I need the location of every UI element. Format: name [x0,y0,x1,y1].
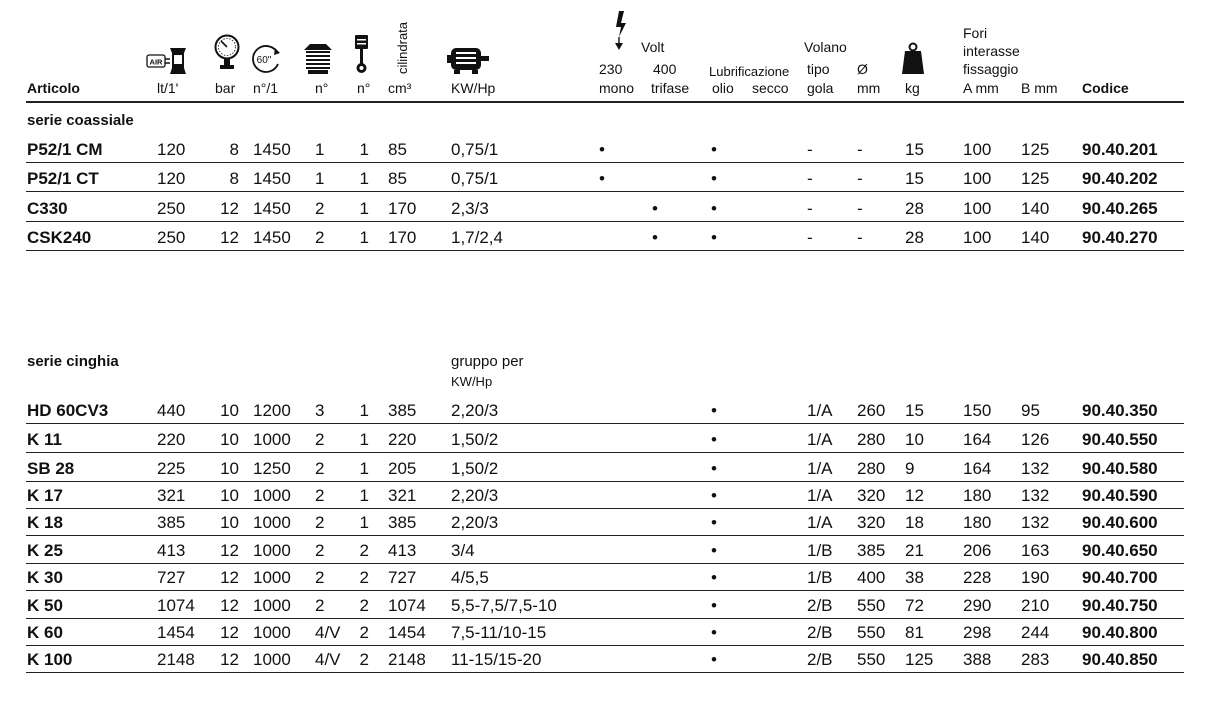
cell-tipo: - [807,228,813,247]
cell-bar: 12 [220,568,239,587]
cell-lt: 250 [157,228,186,247]
table-row [0,224,1207,251]
cell-art: K 18 [27,513,63,532]
row-rule [26,221,1184,222]
cell-bar: 10 [220,401,239,420]
cell-cm3: 205 [388,459,417,478]
cell-cyl: 2 [315,596,325,615]
table-row [0,564,1207,591]
header-a-mm: A mm [963,80,999,96]
cell-rpm: 1450 [253,228,291,247]
cell-rpm: 1000 [253,541,291,560]
cell-a: 180 [963,486,992,505]
cell-kw: 1,7/2,4 [451,228,503,247]
cell-lt: 1074 [157,596,195,615]
header-230: 230 [599,61,623,77]
cell-code: 90.40.590 [1082,486,1158,505]
cell-kg: 10 [905,430,924,449]
section-title-cinghia: serie cinghia [27,353,119,370]
cell-b: 190 [1021,568,1050,587]
cell-b: 163 [1021,541,1050,560]
cell-cyl: 2 [315,228,325,247]
row-rule [26,250,1184,251]
cell-stg: 2 [359,568,369,587]
cell-a: 100 [963,228,992,247]
cell-b: 140 [1021,228,1050,247]
header-volt: Volt [641,39,665,55]
cell-stg: 1 [359,169,369,188]
cell-tipo: 1/A [807,401,833,420]
header-b-mm: B mm [1021,80,1058,96]
cell-diam: 280 [857,430,886,449]
cell-cyl: 4/V [315,650,341,669]
cell-lt: 120 [157,140,186,159]
header-mono: mono [599,80,635,96]
cell-stg: 1 [359,513,369,532]
cell-kg: 28 [905,228,924,247]
cell-diam: - [857,228,863,247]
header-diametro-unit: mm [857,80,881,96]
cell-kw: 11-15/15-20 [451,650,542,669]
cell-tipo: 1/B [807,541,833,560]
header-articolo: Articolo [27,80,80,96]
cell-tipo: 1/A [807,513,833,532]
cell-cyl: 2 [315,513,325,532]
header-trifase: trifase [651,80,690,96]
cell-stg: 2 [359,623,369,642]
cell-cm3: 85 [388,169,407,188]
cell-tri: • [652,199,658,218]
cell-kg: 15 [905,169,924,188]
cell-cyl: 1 [315,169,325,188]
cell-cyl: 2 [315,459,325,478]
cell-a: 206 [963,541,992,560]
cell-olio: • [711,623,717,642]
cell-tri: • [652,228,658,247]
header-400: 400 [653,61,677,77]
cell-kg: 81 [905,623,924,642]
cell-diam: 385 [857,541,886,560]
cell-tipo: 1/A [807,459,833,478]
cell-code: 90.40.580 [1082,459,1158,478]
cell-diam: - [857,140,863,159]
cell-art: K 25 [27,541,63,560]
table-row [0,509,1207,536]
table-row [0,165,1207,192]
cell-kw: 7,5-11/10-15 [451,623,547,642]
table-row [0,426,1207,453]
header-codice: Codice [1082,80,1129,96]
cell-cyl: 2 [315,430,325,449]
cell-cm3: 413 [388,541,417,560]
cell-a: 100 [963,199,992,218]
cell-cm3: 1454 [388,623,426,642]
cell-diam: 260 [857,401,886,420]
cell-diam: - [857,199,863,218]
cell-b: 125 [1021,140,1050,159]
cell-kw: 0,75/1 [451,140,499,159]
cell-a: 180 [963,513,992,532]
cell-a: 100 [963,140,992,159]
cell-a: 164 [963,459,992,478]
cell-rpm: 1000 [253,650,291,669]
table-row [0,455,1207,482]
cell-rpm: 1000 [253,486,291,505]
header-volano: Volano [804,39,847,55]
cell-rpm: 1000 [253,596,291,615]
header-diametro: Ø [857,61,868,77]
cell-code: 90.40.350 [1082,401,1158,420]
cell-tipo: - [807,199,813,218]
cell-lt: 250 [157,199,186,218]
cell-a: 388 [963,650,992,669]
cell-diam: 400 [857,568,886,587]
row-rule [26,672,1184,673]
pressure-gauge-icon [212,34,242,76]
cell-stg: 1 [359,401,369,420]
cell-rpm: 1450 [253,169,291,188]
cell-code: 90.40.750 [1082,596,1158,615]
table-row [0,537,1207,564]
cell-cm3: 385 [388,401,417,420]
row-rule [26,191,1184,192]
cell-cm3: 170 [388,228,417,247]
cell-cm3: 1074 [388,596,426,615]
cell-art: K 17 [27,486,63,505]
cell-tipo: 1/A [807,430,833,449]
header-cilindri: n° [315,80,329,96]
cell-cm3: 2148 [388,650,426,669]
cell-bar: 12 [220,199,239,218]
header-gola: gola [807,80,834,96]
cell-tipo: 1/B [807,568,833,587]
row-rule [26,423,1184,424]
header-gruppo-kwhp: KW/Hp [451,374,493,389]
cell-rpm: 1450 [253,199,291,218]
header-tipo: tipo [807,61,830,77]
cell-stg: 2 [359,650,369,669]
cell-lt: 385 [157,513,186,532]
cell-bar: 12 [220,650,239,669]
cell-olio: • [711,596,717,615]
cell-kw: 5,5-7,5/7,5-10 [451,596,557,615]
header-interasse: interasse [963,43,1020,59]
cell-lt: 225 [157,459,186,478]
cell-b: 132 [1021,486,1050,505]
cell-tipo: - [807,140,813,159]
piston-stage-icon [352,34,372,76]
cell-lt: 440 [157,401,186,420]
cell-code: 90.40.850 [1082,650,1158,669]
table-row [0,482,1207,509]
cell-stg: 2 [359,596,369,615]
cell-art: C330 [27,199,68,218]
cell-olio: • [711,650,717,669]
header-giri: n°/1 [253,80,279,96]
cell-olio: • [711,401,717,420]
weight-icon [900,42,926,76]
cell-b: 126 [1021,430,1050,449]
cell-kg: 125 [905,650,934,669]
header-potenza: KW/Hp [451,80,496,96]
cell-olio: • [711,486,717,505]
cell-tipo: 2/B [807,650,833,669]
cell-art: CSK240 [27,228,92,247]
cell-cyl: 1 [315,140,325,159]
cell-cm3: 385 [388,513,417,532]
header-gruppo-per: gruppo per [451,353,524,370]
cell-mono: • [599,140,605,159]
section-title-coassiale: serie coassiale [27,112,134,129]
cell-art: K 11 [27,430,62,449]
cell-cyl: 2 [315,199,325,218]
cell-olio: • [711,568,717,587]
cell-art: K 50 [27,596,63,615]
cell-bar: 10 [220,430,239,449]
cell-kw: 0,75/1 [451,169,499,188]
cell-diam: 320 [857,486,886,505]
cell-lt: 321 [157,486,186,505]
table-row [0,136,1207,163]
cell-code: 90.40.650 [1082,541,1158,560]
svg-text:60": 60" [256,55,272,66]
cell-tipo: - [807,169,813,188]
cell-stg: 1 [359,228,369,247]
row-rule [26,535,1184,536]
cell-bar: 12 [220,623,239,642]
cell-bar: 8 [229,140,239,159]
cell-b: 244 [1021,623,1050,642]
cell-cm3: 321 [388,486,417,505]
cell-kg: 15 [905,401,924,420]
cell-art: K 60 [27,623,63,642]
cell-kw: 2,20/3 [451,486,499,505]
cell-kw: 4/5,5 [451,568,489,587]
cell-olio: • [711,140,717,159]
cell-kw: 2,20/3 [451,513,499,532]
cell-olio: • [711,459,717,478]
header-kg: kg [905,80,920,96]
cylinder-icon [302,43,334,75]
cell-mono: • [599,169,605,188]
cell-rpm: 1000 [253,568,291,587]
cell-cyl: 4/V [315,623,341,642]
cell-a: 164 [963,430,992,449]
cell-lt: 1454 [157,623,195,642]
cell-olio: • [711,228,717,247]
cell-cm3: 170 [388,199,417,218]
cell-olio: • [711,430,717,449]
cell-kw: 2,20/3 [451,401,499,420]
cell-b: 132 [1021,459,1050,478]
cell-rpm: 1250 [253,459,291,478]
cell-kg: 15 [905,140,924,159]
cell-code: 90.40.202 [1082,169,1158,188]
cell-b: 132 [1021,513,1050,532]
header-fissaggio: fissaggio [963,61,1019,77]
header-fori: Fori [963,25,988,41]
header-rule [26,101,1184,103]
cell-stg: 2 [359,541,369,560]
cell-lt: 2148 [157,650,195,669]
cell-cm3: 85 [388,140,407,159]
cell-art: P52/1 CT [27,169,99,188]
cell-bar: 8 [229,169,239,188]
cell-cyl: 3 [315,401,325,420]
cell-lt: 727 [157,568,186,587]
table-row [0,592,1207,619]
header-stadi: n° [357,80,371,96]
cell-code: 90.40.265 [1082,199,1158,218]
cell-rpm: 1000 [253,430,291,449]
cell-stg: 1 [359,459,369,478]
cell-diam: 550 [857,650,886,669]
cell-diam: 280 [857,459,886,478]
cell-b: 95 [1021,401,1040,420]
cell-lt: 220 [157,430,186,449]
cell-stg: 1 [359,140,369,159]
cell-lt: 413 [157,541,186,560]
rpm-dial-icon [249,42,285,76]
cell-olio: • [711,541,717,560]
cell-b: 283 [1021,650,1050,669]
cell-code: 90.40.270 [1082,228,1158,247]
cell-art: P52/1 CM [27,140,103,159]
cell-cm3: 220 [388,430,417,449]
row-rule [26,452,1184,453]
cell-stg: 1 [359,199,369,218]
row-rule [26,162,1184,163]
cell-a: 290 [963,596,992,615]
cell-tipo: 1/A [807,486,833,505]
cell-b: 140 [1021,199,1050,218]
header-cilindrata-label: cilindrata [395,21,410,74]
cell-kw: 1,50/2 [451,430,499,449]
cell-kg: 12 [905,486,924,505]
cell-art: K 100 [27,650,73,669]
cell-code: 90.40.201 [1082,140,1158,159]
svg-text:AIR: AIR [149,57,163,67]
header-portata: lt/1' [157,80,179,96]
header-olio: olio [712,80,734,96]
cell-rpm: 1200 [253,401,291,420]
cell-kg: 9 [905,459,915,478]
cell-b: 210 [1021,596,1050,615]
cell-code: 90.40.550 [1082,430,1158,449]
cell-kw: 1,50/2 [451,459,499,478]
cell-cyl: 2 [315,568,325,587]
cell-cyl: 2 [315,486,325,505]
cell-a: 100 [963,169,992,188]
cell-kg: 18 [905,513,924,532]
cell-stg: 1 [359,486,369,505]
cell-bar: 10 [220,459,239,478]
cell-kw: 2,3/3 [451,199,489,218]
header-secco: secco [752,80,789,96]
cell-a: 298 [963,623,992,642]
cell-kg: 38 [905,568,924,587]
air-flow-icon [146,42,192,76]
cell-a: 150 [963,401,992,420]
cell-kw: 3/4 [451,541,475,560]
cell-tipo: 2/B [807,596,833,615]
row-rule [26,590,1184,591]
cell-bar: 12 [220,541,239,560]
cell-a: 228 [963,568,992,587]
table-row [0,397,1207,424]
header-lubrificazione: Lubrificazione [709,64,790,79]
cell-olio: • [711,199,717,218]
cell-olio: • [711,169,717,188]
table-row [0,195,1207,222]
header-bar: bar [215,80,236,96]
cell-rpm: 1000 [253,513,291,532]
cell-rpm: 1450 [253,140,291,159]
cell-rpm: 1000 [253,623,291,642]
cell-kg: 28 [905,199,924,218]
cell-kg: 21 [905,541,924,560]
cell-bar: 10 [220,513,239,532]
cell-bar: 12 [220,228,239,247]
electric-bolt-icon [612,10,632,52]
table-row [0,646,1207,673]
cell-diam: 550 [857,596,886,615]
table-row [0,619,1207,646]
cell-olio: • [711,513,717,532]
cell-diam: 550 [857,623,886,642]
cell-cm3: 727 [388,568,417,587]
cell-bar: 12 [220,596,239,615]
cell-code: 90.40.800 [1082,623,1158,642]
cell-b: 125 [1021,169,1050,188]
cell-diam: - [857,169,863,188]
cell-art: K 30 [27,568,63,587]
cell-tipo: 2/B [807,623,833,642]
cell-cyl: 2 [315,541,325,560]
motor-power-icon [446,45,490,75]
cell-bar: 10 [220,486,239,505]
cell-lt: 120 [157,169,186,188]
cell-code: 90.40.600 [1082,513,1158,532]
cell-stg: 1 [359,430,369,449]
cell-diam: 320 [857,513,886,532]
cell-art: SB 28 [27,459,75,478]
cell-code: 90.40.700 [1082,568,1158,587]
header-cilindrata-unit: cm³ [388,80,412,96]
cell-kg: 72 [905,596,924,615]
cell-art: HD 60CV3 [27,401,109,420]
